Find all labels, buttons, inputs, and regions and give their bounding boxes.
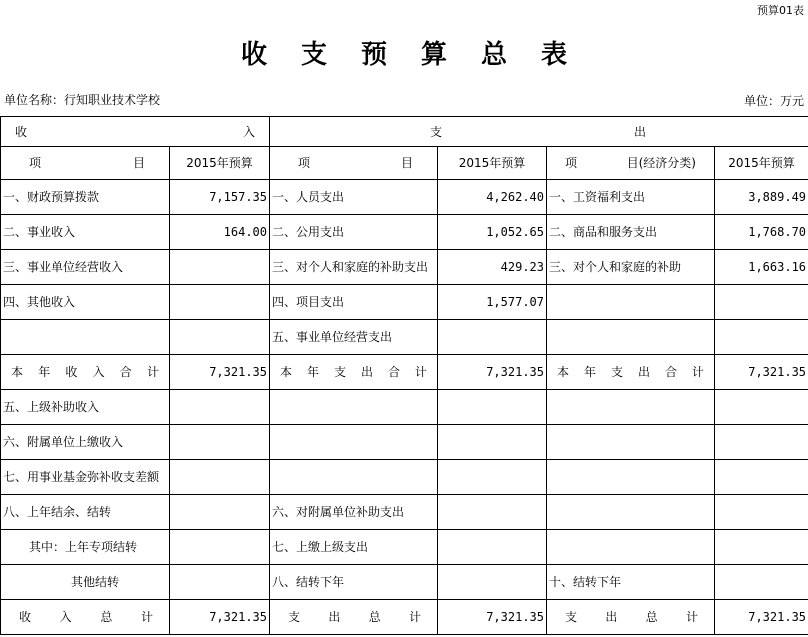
expense-group-header: 支 出 xyxy=(270,117,808,147)
currency-unit: 单位：万元 xyxy=(743,94,804,108)
income-value xyxy=(170,425,270,460)
income-item: 四、其他收入 xyxy=(1,285,170,320)
econ-value: 3,889.49 xyxy=(715,180,808,215)
income-item: 其他结转 xyxy=(1,565,170,600)
expense-value: 1,052.65 xyxy=(438,215,547,250)
econ-value xyxy=(715,390,808,425)
expense-total-value: 7,321.35 xyxy=(438,600,547,635)
form-code: 预算01表 xyxy=(757,4,804,17)
econ-item xyxy=(547,425,715,460)
expense-value xyxy=(438,530,547,565)
income-item xyxy=(1,320,170,355)
table-row xyxy=(1,285,808,320)
econ-value xyxy=(715,425,808,460)
col-expense-budget: 2015年预算 xyxy=(438,147,547,180)
expense-item xyxy=(270,390,438,425)
table-row xyxy=(1,530,808,565)
income-item: 七、用事业基金弥补收支差额 xyxy=(1,460,170,495)
budget-table xyxy=(0,116,808,635)
econ-item: 一、工资福利支出 xyxy=(547,180,715,215)
expense-subtotal-label xyxy=(270,355,438,390)
table-row xyxy=(1,425,808,460)
income-value xyxy=(170,530,270,565)
header-row-columns xyxy=(1,147,808,180)
econ-item xyxy=(547,530,715,565)
expense-value: 1,577.07 xyxy=(438,285,547,320)
income-value xyxy=(170,320,270,355)
expense-item: 四、项目支出 xyxy=(270,285,438,320)
econ-subtotal-value: 7,321.35 xyxy=(715,355,808,390)
expense-subtotal-value: 7,321.35 xyxy=(438,355,547,390)
econ-value xyxy=(715,565,808,600)
income-value: 7,157.35 xyxy=(170,180,270,215)
income-value xyxy=(170,250,270,285)
econ-item: 二、商品和服务支出 xyxy=(547,215,715,250)
econ-value xyxy=(715,530,808,565)
table-row xyxy=(1,460,808,495)
expense-value xyxy=(438,565,547,600)
income-group-header: 收 入 xyxy=(1,117,270,147)
econ-item xyxy=(547,285,715,320)
income-total-value: 7,321.35 xyxy=(170,600,270,635)
expense-item: 六、对附属单位补助支出 xyxy=(270,495,438,530)
table-row xyxy=(1,565,808,600)
table-row xyxy=(1,390,808,425)
econ-value xyxy=(715,320,808,355)
income-value xyxy=(170,460,270,495)
income-value xyxy=(170,565,270,600)
econ-value xyxy=(715,495,808,530)
spaced-label: 支 出 总 计 xyxy=(565,610,698,624)
expense-total-label xyxy=(270,600,438,635)
income-subtotal-value: 7,321.35 xyxy=(170,355,270,390)
income-value xyxy=(170,390,270,425)
income-total-label xyxy=(1,600,170,635)
expense-value xyxy=(438,495,547,530)
econ-subtotal-label xyxy=(547,355,715,390)
econ-item xyxy=(547,460,715,495)
spaced-label: 支 出 总 计 xyxy=(288,610,421,624)
income-item: 三、事业单位经营收入 xyxy=(1,250,170,285)
econ-item xyxy=(547,390,715,425)
spaced-label: 本 年 支 出 合 计 xyxy=(557,365,704,379)
unit-name: 单位名称：行知职业技术学校 xyxy=(4,93,161,107)
table-row xyxy=(1,215,808,250)
econ-item: 三、对个人和家庭的补助 xyxy=(547,250,715,285)
expense-item xyxy=(270,425,438,460)
expense-item: 八、结转下年 xyxy=(270,565,438,600)
table-row xyxy=(1,250,808,285)
total-row xyxy=(1,600,808,635)
econ-value: 1,768.70 xyxy=(715,215,808,250)
table-row xyxy=(1,495,808,530)
expense-value xyxy=(438,390,547,425)
header-row-group xyxy=(1,117,808,147)
income-value xyxy=(170,285,270,320)
col-expense-item: 项 目 xyxy=(270,147,438,180)
expense-item: 七、上缴上级支出 xyxy=(270,530,438,565)
econ-total-label xyxy=(547,600,715,635)
col-econ-item: 项 目(经济分类) xyxy=(547,147,715,180)
expense-value: 4,262.40 xyxy=(438,180,547,215)
page-title: 收支预算总表 xyxy=(240,40,601,70)
expense-item: 二、公用支出 xyxy=(270,215,438,250)
econ-item xyxy=(547,495,715,530)
expense-value xyxy=(438,320,547,355)
econ-value: 1,663.16 xyxy=(715,250,808,285)
econ-item xyxy=(547,320,715,355)
income-item: 五、上级补助收入 xyxy=(1,390,170,425)
income-item: 二、事业收入 xyxy=(1,215,170,250)
col-econ-budget: 2015年预算 xyxy=(715,147,808,180)
income-subtotal-label xyxy=(1,355,170,390)
income-item: 八、上年结余、结转 xyxy=(1,495,170,530)
expense-value xyxy=(438,460,547,495)
income-value: 164.00 xyxy=(170,215,270,250)
expense-item: 一、人员支出 xyxy=(270,180,438,215)
spaced-label: 收 入 总 计 xyxy=(19,610,153,624)
col-income-budget: 2015年预算 xyxy=(170,147,270,180)
econ-value xyxy=(715,460,808,495)
table-row xyxy=(1,180,808,215)
income-value xyxy=(170,495,270,530)
expense-item: 三、对个人和家庭的补助支出 xyxy=(270,250,438,285)
expense-value xyxy=(438,425,547,460)
expense-item: 五、事业单位经营支出 xyxy=(270,320,438,355)
spaced-label: 本 年 支 出 合 计 xyxy=(280,365,427,379)
table-row xyxy=(1,320,808,355)
income-item: 六、附属单位上缴收入 xyxy=(1,425,170,460)
col-income-item: 项 目 xyxy=(1,147,170,180)
econ-item: 十、结转下年 xyxy=(547,565,715,600)
income-item: 其中：上年专项结转 xyxy=(1,530,170,565)
expense-value: 429.23 xyxy=(438,250,547,285)
subtotal-row xyxy=(1,355,808,390)
econ-total-value: 7,321.35 xyxy=(715,600,808,635)
econ-value xyxy=(715,285,808,320)
income-item: 一、财政预算拨款 xyxy=(1,180,170,215)
expense-item xyxy=(270,460,438,495)
spaced-label: 本 年 收 入 合 计 xyxy=(11,365,159,379)
